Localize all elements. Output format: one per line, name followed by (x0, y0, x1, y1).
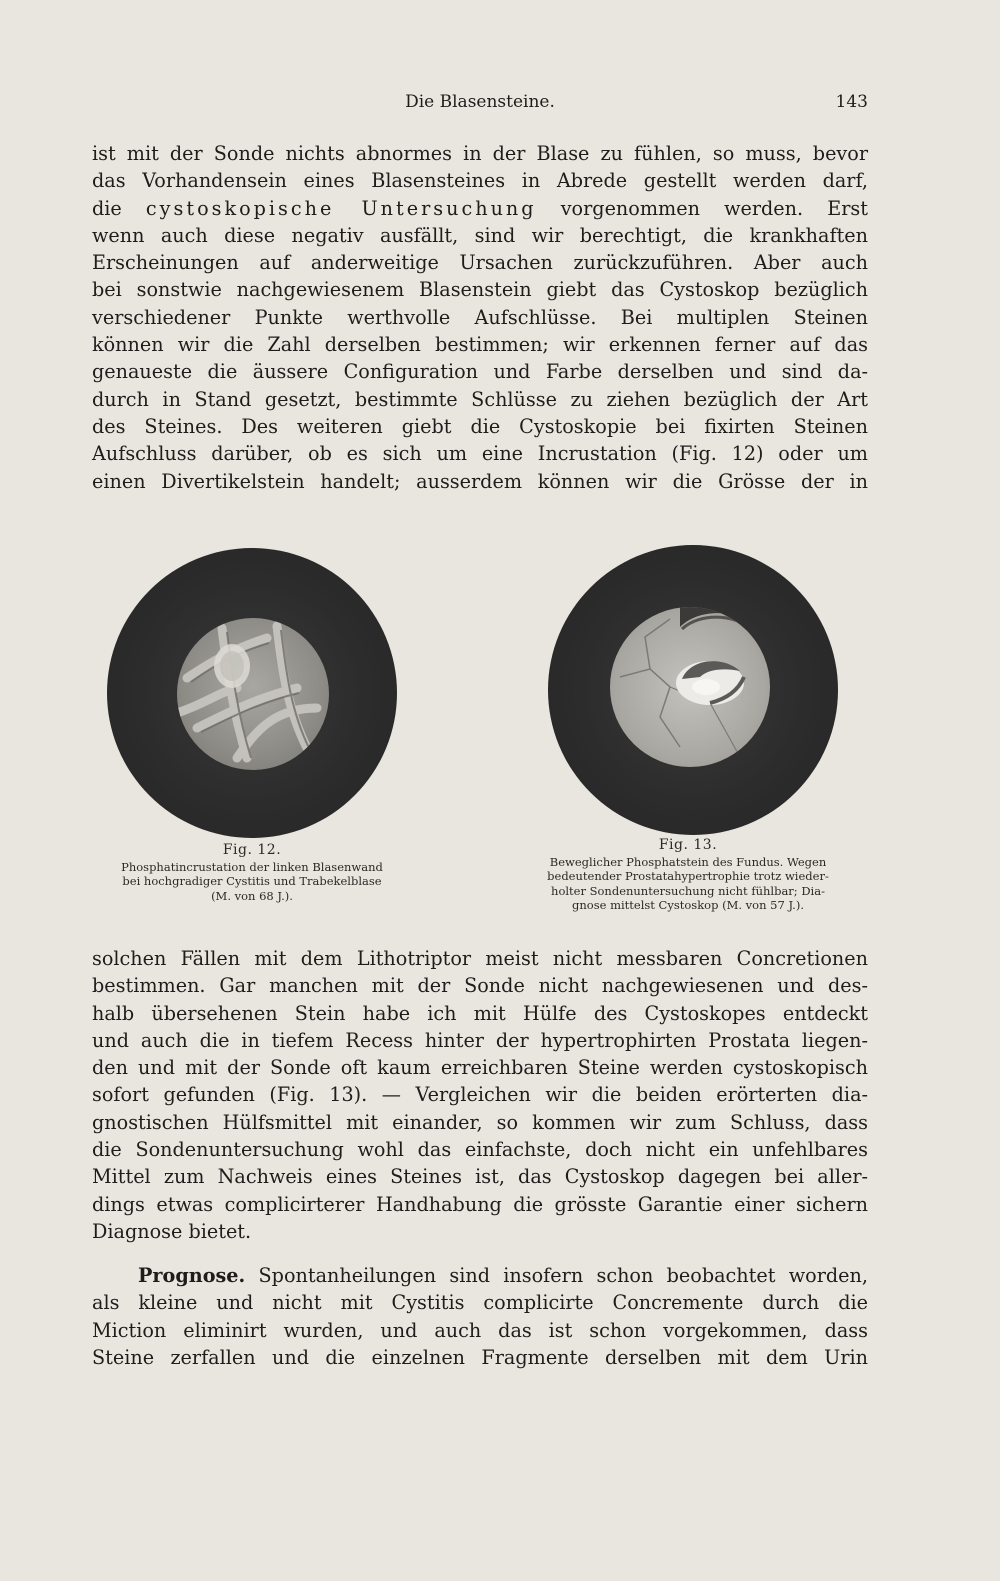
text-line: gnostischen Hülfsmittel mit einander, so kommen wir zum Schluss, dass (92, 1110, 868, 1134)
caption-line: bei hochgradiger Cystitis und Trabekelblase (122, 874, 382, 888)
paragraph-1 (92, 140, 868, 495)
text-line: und auch die in tiefem Recess hinter der hypertrophirten Prostata liegen- (92, 1028, 868, 1052)
running-title: Die Blasensteine. (405, 92, 555, 112)
text-line: Miction eliminirt wurden, und auch das ist schon vorgekommen, dass (92, 1318, 868, 1342)
text-fragment: vorgenommen werden. Erst (560, 196, 868, 220)
text-line: solchen Fällen mit dem Lithotriptor meist nicht messbaren Concretionen (92, 947, 868, 970)
section-heading-prognose: Prognose. (138, 1264, 246, 1287)
text-line (92, 195, 868, 222)
text-line: dings etwas complicirterer Handhabung die grösste Garantie einer sichern (92, 1192, 868, 1216)
figure-13-label: Fig. 13. (658, 837, 718, 853)
trabecula-pattern-illustration (177, 618, 329, 770)
text-line: den und mit der Sonde oft kaum erreichbaren Steine werden cystoskopisch (92, 1056, 868, 1080)
text-line: Erscheinungen auf anderweitige Ursachen zurückzuführen. Aber auch (92, 251, 868, 275)
caption-line: holter Sondenuntersuchung nicht fühlbar; Dia- (551, 883, 825, 898)
text-line: die Sondenuntersuchung wohl das einfachste, doch nicht ein unfehlbares (92, 1138, 868, 1162)
text-line: verschiedener Punkte werthvolle Aufschlüsse. Bei multiplen Steinen (92, 305, 868, 329)
caption-line: bedeutender Prostatahypertrophie trotz wieder- (547, 869, 829, 883)
caption-line: (M. von 68 J.). (211, 888, 293, 903)
text-line: bei sonstwie nachgewiesenem Blasenstein giebt das Cystoskop bezüglich (92, 278, 868, 302)
running-head (92, 92, 868, 116)
emphasized-phrase: cystoskopische Untersuchung (145, 196, 537, 220)
text-line: das Vorhandensein eines Blasensteines in Abrede gestellt werden darf, (92, 169, 868, 193)
paragraph-2 (92, 945, 868, 1245)
text-line: sofort gefunden (Fig. 13). — Vergleichen wir die beiden erörterten dia- (92, 1083, 868, 1107)
caption-line: Phosphatincrustation der linken Blasenwand (121, 859, 383, 874)
figure-13-caption (500, 838, 876, 913)
figure-12-image (107, 548, 397, 838)
figure-12-label: Fig. 12. (222, 842, 282, 858)
text-line: Aufschluss darüber, ob es sich um eine Incrustation (Fig. 12) oder um (92, 442, 868, 466)
phosphate-stone-illustration (610, 607, 770, 767)
text-line: bestimmen. Gar manchen mit der Sonde nicht nachgewiesenen und des- (92, 974, 868, 998)
text-line: durch in Stand gesetzt, bestimmte Schlüsse zu ziehen bezüglich der Art (92, 387, 868, 411)
text-line (92, 1262, 868, 1289)
text-line: ist mit der Sonde nichts abnormes in der Blase zu fühlen, so muss, bevor (92, 142, 868, 165)
text-line: halb übersehenen Stein habe ich mit Hülfe des Cystoskopes entdeckt (92, 1001, 868, 1025)
text-line: können wir die Zahl derselben bestimmen; wir erkennen ferner auf das (92, 333, 868, 357)
text-line: Diagnose bietet. (92, 1219, 252, 1243)
figure-13-viewfield (610, 607, 770, 767)
text-line: wenn auch diese negativ ausfällt, sind wir berechtigt, die krankhaften (92, 223, 868, 247)
page-number: 143 (835, 92, 868, 112)
caption-line: gnose mittelst Cystoskop (M. von 57 J.). (572, 898, 804, 912)
text-fragment: die (92, 196, 122, 220)
paragraph-3 (92, 1262, 868, 1371)
text-line: einen Divertikelstein handelt; ausserdem können wir die Grösse der in (92, 469, 868, 493)
text-line: Mittel zum Nachweis eines Steines ist, das Cystoskop dagegen bei aller- (92, 1165, 868, 1189)
figure-12-viewfield (177, 618, 329, 770)
figure-12-caption (88, 843, 416, 903)
figure-13-image (548, 545, 838, 835)
text-fragment: Spontanheilungen sind insofern schon beobachtet worden, (258, 1264, 868, 1287)
text-line: Steine zerfallen und die einzelnen Fragmente derselben mit dem Urin (92, 1345, 868, 1369)
text-line: genaueste die äussere Configuration und Farbe derselben und sind da- (92, 360, 868, 384)
text-line: als kleine und nicht mit Cystitis complicirte Concremente durch die (92, 1291, 868, 1315)
text-line: des Steines. Des weiteren giebt die Cystoskopie bei fixirten Steinen (92, 414, 868, 438)
caption-line: Beweglicher Phosphatstein des Fundus. Wegen (549, 854, 827, 869)
